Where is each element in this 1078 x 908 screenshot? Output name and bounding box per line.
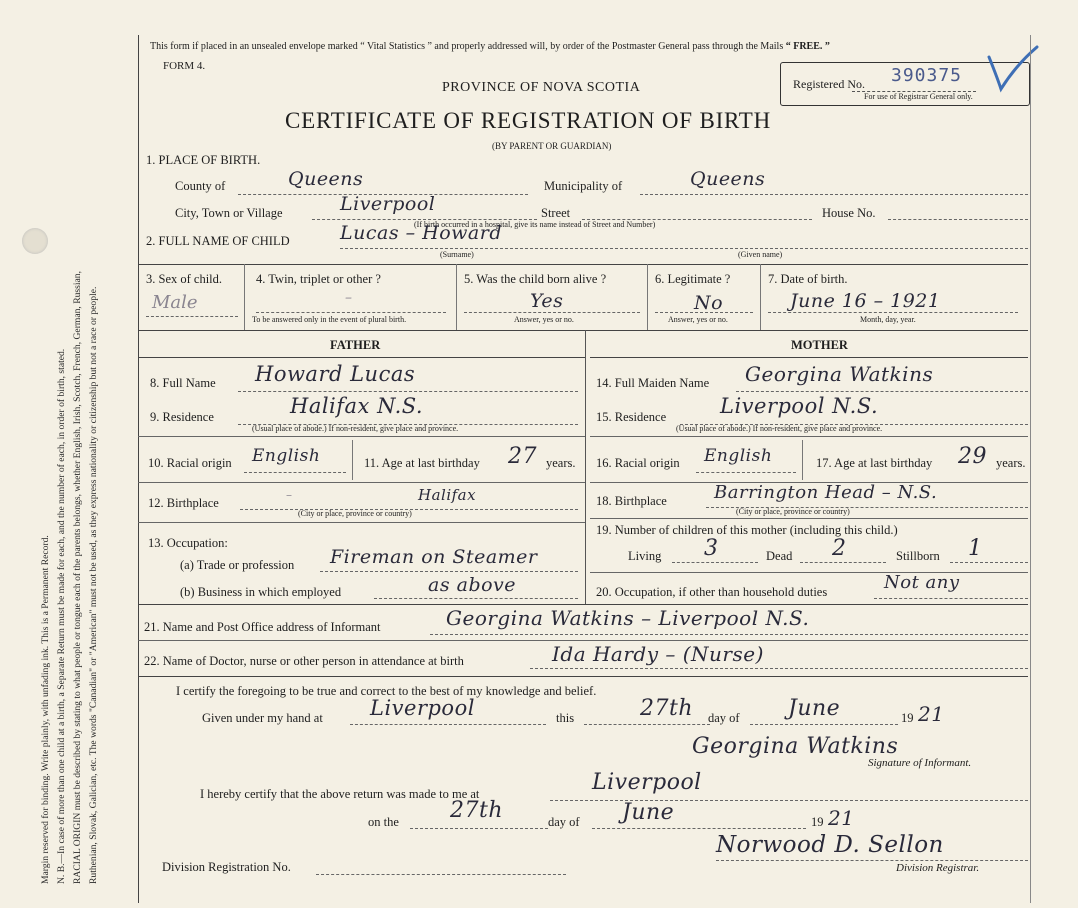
father-years-label: years. <box>546 456 576 470</box>
on-the-label: on the <box>368 815 399 829</box>
mother-occupation-line <box>874 598 1028 599</box>
registrar-day-value: 27th <box>450 798 504 823</box>
day-line <box>584 724 710 725</box>
rule <box>138 604 1028 605</box>
month-value: June <box>788 696 841 721</box>
page-edge <box>1030 35 1031 903</box>
doctor-line <box>530 668 1028 669</box>
child-name-line <box>340 248 1028 249</box>
father-age-label: 11. Age at last birthday <box>364 456 480 470</box>
informant-value: Georgina Watkins – Liverpool N.S. <box>446 606 810 630</box>
mother-children-label: 19. Number of children of this mother (including this child.) <box>596 523 898 537</box>
date-of-birth-line <box>768 312 1018 313</box>
father-business-label: (b) Business in which employed <box>180 585 342 599</box>
given-name-note: (Given name) <box>738 250 783 259</box>
sex-line <box>146 316 238 317</box>
margin-notes <box>38 24 102 884</box>
margin-rule <box>138 35 139 903</box>
informant-label: 21. Name and Post Office address of Informant <box>144 620 381 634</box>
registrar-month-value: June <box>622 800 675 825</box>
registrar-place-value: Liverpool <box>592 770 702 795</box>
registrar-year-value: 21 <box>828 806 855 830</box>
mother-occupation-label: 20. Occupation, if other than household duties <box>596 585 828 599</box>
binding-margin <box>0 0 140 908</box>
twin-value: – <box>345 290 352 306</box>
living-label: Living <box>628 549 662 563</box>
mother-age-label: 17. Age at last birthday <box>816 456 933 470</box>
legitimate-line <box>655 312 753 313</box>
dead-value: 2 <box>832 536 847 561</box>
check-tick: – <box>286 488 292 502</box>
legitimate-value: No <box>694 292 724 314</box>
parents-divider <box>585 330 586 604</box>
day-of-label: day of <box>708 711 740 725</box>
registrar-note: For use of Registrar General only. <box>864 92 973 101</box>
doctor-label: 22. Name of Doctor, nurse or other person in attendance at birth <box>144 654 464 668</box>
legitimate-note: Answer, yes or no. <box>668 315 728 324</box>
margin-line: Margin reserved for binding. Write plainly, with unfading ink. This is a Permanent Record. <box>40 535 51 884</box>
dead-line <box>800 562 886 563</box>
mother-name-value: Georgina Watkins <box>745 362 934 386</box>
father-birthplace-label: 12. Birthplace <box>148 496 219 510</box>
father-name-value: Howard Lucas <box>255 362 416 386</box>
mother-name-line <box>736 391 1028 392</box>
divider <box>760 264 761 330</box>
father-trade-line <box>320 571 578 572</box>
row-top-rule <box>138 264 1028 265</box>
sex-value: Male <box>152 292 198 313</box>
margin-line: RACIAL ORIGIN must be described by stating to what people or tongue each of the parents belongs, whether English, Irish, Scotch, French, German, Russian, <box>72 271 83 884</box>
divider <box>352 440 353 480</box>
born-alive-line <box>464 312 640 313</box>
registrar-month-line <box>592 828 806 829</box>
rule <box>590 518 1028 519</box>
legitimate-label: 6. Legitimate ? <box>655 272 731 286</box>
row-bottom-rule <box>138 330 1028 331</box>
postal-free-label: “ FREE. ” <box>785 41 830 52</box>
stillborn-label: Stillborn <box>896 549 940 563</box>
year-prefix: 19 <box>901 711 914 725</box>
given-under-hand-label: Given under my hand at <box>202 711 323 725</box>
father-residence-note: (Usual place of abode.) If non-resident, give place and province. <box>252 424 459 433</box>
mother-racial-value: English <box>704 446 773 466</box>
divider <box>802 440 803 480</box>
twin-note: To be answered only in the event of plural birth. <box>252 315 407 324</box>
divider <box>456 264 457 330</box>
twin-line <box>256 312 446 313</box>
year-value: 21 <box>918 702 945 726</box>
born-alive-value: Yes <box>530 290 564 312</box>
registered-label: Registered No. <box>793 77 865 91</box>
certificate-title: CERTIFICATE OF REGISTRATION OF BIRTH <box>285 108 772 133</box>
given-place-line <box>350 724 546 725</box>
surname-note: (Surname) <box>440 250 474 259</box>
father-racial-line <box>244 472 346 473</box>
registered-underline <box>852 91 976 92</box>
street-note: (If birth occurred in a hospital, give its name instead of Street and Number) <box>414 220 656 229</box>
place-of-birth-heading: 1. PLACE OF BIRTH. <box>146 153 261 167</box>
born-alive-note: Answer, yes or no. <box>514 315 574 324</box>
rule <box>138 640 1028 641</box>
mother-birthplace-note: (City or place, province or country) <box>736 507 850 516</box>
form-number: FORM 4. <box>163 60 206 72</box>
stillborn-value: 1 <box>968 536 983 561</box>
sex-label: 3. Sex of child. <box>146 272 223 286</box>
province-heading: PROVINCE OF NOVA SCOTIA <box>442 80 641 95</box>
rule <box>138 676 1028 677</box>
municipality-line <box>640 194 1028 195</box>
mother-residence-label: 15. Residence <box>596 410 667 424</box>
father-heading: FATHER <box>330 338 381 352</box>
city-value: Liverpool <box>340 193 436 215</box>
city-label: City, Town or Village <box>175 206 283 220</box>
father-residence-value: Halifax N.S. <box>290 394 424 418</box>
rule <box>138 357 585 358</box>
father-racial-value: English <box>252 446 321 466</box>
father-trade-value: Fireman on Steamer <box>330 546 538 568</box>
father-racial-label: 10. Racial origin <box>148 456 232 470</box>
registrar-day-of-label: day of <box>548 815 580 829</box>
divider <box>244 264 245 330</box>
mother-residence-note: (Usual place of abode.) If non-resident, give place and province. <box>676 424 883 433</box>
father-business-line <box>374 598 578 599</box>
mother-heading: MOTHER <box>791 338 848 352</box>
day-value: 27th <box>640 696 694 721</box>
father-birthplace-note: (City or place, province or country) <box>298 509 412 518</box>
registrar-year-prefix: 19 <box>811 815 824 829</box>
father-birthplace-value: Halifax <box>418 486 477 504</box>
division-registrar-label: Division Registrar. <box>896 862 980 874</box>
registrar-signature-line <box>716 860 1028 861</box>
month-line <box>750 724 898 725</box>
twin-label: 4. Twin, triplet or other ? <box>256 272 381 286</box>
living-value: 3 <box>704 536 719 561</box>
margin-line: Ruthenian, Slovak, Galician, etc. The words "Canadian" or "American" must not be used, as they express nationality or citizenship but not a race or people. <box>88 286 99 884</box>
signature-of-informant-label: Signature of Informant. <box>868 757 972 769</box>
father-name-label: 8. Full Name <box>150 376 216 390</box>
father-trade-label: (a) Trade or profession <box>180 558 295 572</box>
municipality-label: Municipality of <box>544 179 623 193</box>
division-registration-line <box>316 874 566 875</box>
registrar-day-line <box>410 828 548 829</box>
postal-notice <box>150 41 830 52</box>
father-age-value: 27 <box>508 444 537 469</box>
informant-line <box>430 634 1028 635</box>
division-registration-label: Division Registration No. <box>162 860 291 874</box>
father-occupation-label: 13. Occupation: <box>148 536 228 550</box>
mother-years-label: years. <box>996 456 1026 470</box>
stillborn-line <box>950 562 1028 563</box>
dead-label: Dead <box>766 549 793 563</box>
mother-racial-line <box>696 472 796 473</box>
county-value: Queens <box>288 168 364 190</box>
municipality-value: Queens <box>690 168 766 190</box>
registered-number-box <box>780 62 1030 106</box>
mother-birthplace-label: 18. Birthplace <box>596 494 667 508</box>
date-of-birth-value: June 16 – 1921 <box>790 290 941 312</box>
mother-birthplace-value: Barrington Head – N.S. <box>714 482 938 503</box>
this-label: this <box>556 711 575 725</box>
living-line <box>672 562 758 563</box>
registrar-signature: Norwood D. Sellon <box>716 832 944 858</box>
born-alive-label: 5. Was the child born alive ? <box>464 272 607 286</box>
house-number-label: House No. <box>822 206 876 220</box>
father-name-line <box>238 391 578 392</box>
registered-number: 390375 <box>891 65 963 86</box>
child-name-value: Lucas – Howard <box>340 222 502 244</box>
rule <box>590 572 1028 573</box>
father-residence-label: 9. Residence <box>150 410 214 424</box>
postal-notice-text: This form if placed in an unsealed envelope marked “ Vital Statistics ” and properly addressed will, by order of the Postmaster General pass through the Mails <box>150 41 784 52</box>
mother-occupation-value: Not any <box>884 572 960 593</box>
mother-racial-label: 16. Racial origin <box>596 456 680 470</box>
doctor-value: Ida Hardy – (Nurse) <box>552 642 764 666</box>
given-place-value: Liverpool <box>370 696 475 720</box>
father-business-value: as above <box>428 574 517 596</box>
rule <box>590 436 1028 437</box>
house-number-line <box>888 219 1028 220</box>
margin-line: N. B.—In case of more than one child at a birth, a Separate Return must be made for each, and the number of each, in order of birth, stated. <box>56 348 67 884</box>
informant-signature: Georgina Watkins <box>692 734 899 759</box>
rule <box>590 357 1028 358</box>
child-name-label: 2. FULL NAME OF CHILD <box>146 234 290 248</box>
rule <box>138 436 585 437</box>
rule <box>138 482 585 483</box>
certify-statement: I certify the foregoing to be true and correct to the best of my knowledge and belief. <box>176 684 597 698</box>
county-label: County of <box>175 179 226 193</box>
date-of-birth-note: Month, day, year. <box>860 315 916 324</box>
street-label: Street <box>541 206 571 220</box>
registrar-statement: I hereby certify that the above return was made to me at <box>200 787 480 801</box>
check-mark-icon <box>983 43 1043 99</box>
divider <box>647 264 648 330</box>
rule <box>138 522 585 523</box>
certificate-subtitle: (BY PARENT OR GUARDIAN) <box>492 141 612 151</box>
mother-age-value: 29 <box>958 444 987 469</box>
mother-residence-value: Liverpool N.S. <box>720 394 879 418</box>
date-of-birth-label: 7. Date of birth. <box>768 272 848 286</box>
mother-name-label: 14. Full Maiden Name <box>596 376 710 390</box>
